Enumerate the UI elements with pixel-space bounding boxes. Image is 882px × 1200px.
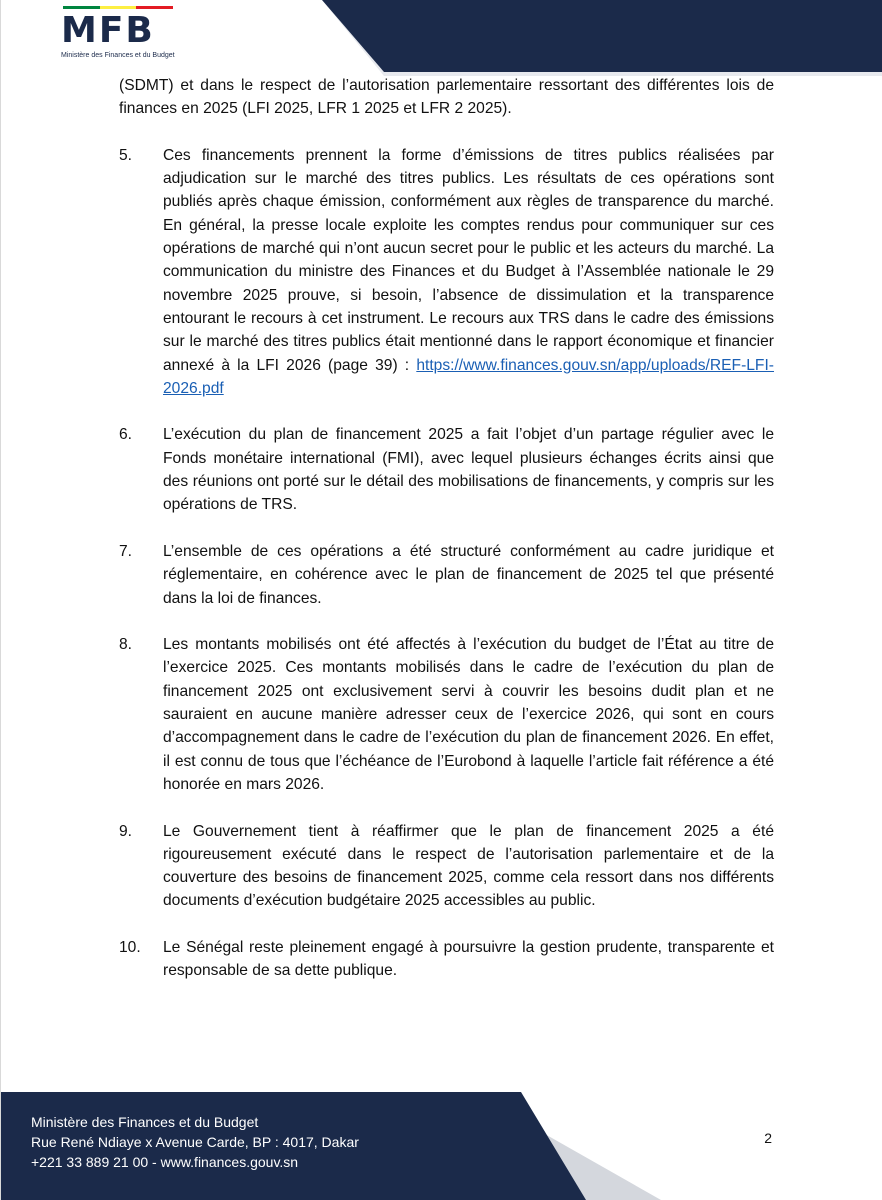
logo-subtitle: Ministère des Finances et du Budget — [61, 52, 175, 59]
mfb-logo — [61, 6, 181, 68]
item-number: 8. — [119, 636, 133, 654]
flag-red-band — [136, 6, 173, 9]
document-body — [119, 74, 774, 983]
page-number: 2 — [764, 1130, 772, 1146]
ref-lfi-link[interactable]: https://www.finances.gouv.sn/app/uploads/REF-LFI-2026.pdf — [163, 356, 774, 397]
item-number: 10. — [119, 938, 141, 956]
footer-address — [31, 1112, 359, 1172]
item-number: 5. — [119, 146, 133, 164]
flag-green-band — [63, 6, 100, 9]
list-item-9 — [119, 820, 774, 913]
item-text: L’ensemble de ces opérations a été structuré conformément au cadre juridique et réglementaire, en cohérence avec le plan de financement de 2025 tel que présenté dans la loi de finances. — [163, 542, 774, 607]
list-item-7 — [119, 540, 774, 610]
item-number: 9. — [119, 822, 133, 840]
item-number: 7. — [119, 542, 133, 560]
item-text: Les montants mobilisés ont été affectés à l’exécution du budget de l’État au titre de l’exercice 2025. Ces montants mobilisés dans le cadre de l’exécution du plan de financement 2025 ont exclusivement servi à couvrir les besoins dudit plan et ne sauraient en aucune manière adresser ceux de l’exercice 2026, qui sont en cours d’accompagnement dans le cadre de l’exécution du plan de financement 2026. En effet, il est connu de tous que l’échéance de l’Eurobond à laquelle l’article fait référence a été honorée en mars 2026. — [163, 636, 774, 793]
list-item-10 — [119, 936, 774, 983]
item-text: Le Gouvernement tient à réaffirmer que le plan de financement 2025 a été rigoureusement exécuté dans le respect de l’autorisation parlementaire et de la couverture des besoins de financement 2025, comme cela ressort dans nos différents documents d’exécution budgétaire 2025 accessibles au public. — [163, 822, 774, 910]
header-corner-band — [322, 0, 882, 72]
footer-ministry: Ministère des Finances et du Budget — [31, 1114, 259, 1130]
item-number: 6. — [119, 426, 133, 444]
item-text: L’exécution du plan de financement 2025 a fait l’objet d’un partage régulier avec le Fonds monétaire international (FMI), avec lequel plusieurs échanges écrits ainsi que des réunions ont porté sur le détail des mobilisations de financements, y compris sur les opérations de TRS. — [163, 426, 774, 514]
item-text: Le Sénégal reste pleinement engagé à poursuivre la gestion prudente, transparente et responsable de sa dette publique. — [163, 938, 774, 980]
list-item-5 — [119, 144, 774, 400]
flag-yellow-band — [100, 6, 137, 9]
list-item-8 — [119, 633, 774, 796]
footer-contact: +221 33 889 21 00 - www.finances.gouv.sn — [31, 1154, 299, 1170]
intro-paragraph: (SDMT) et dans le respect de l’autorisation parlementaire ressortant des différentes lois de finances en 2025 (LFI 2025, LFR 1 2025 et LFR 2 2025). — [119, 77, 774, 118]
footer-street: Rue René Ndiaye x Avenue Carde, BP : 4017, Dakar — [31, 1134, 359, 1150]
item-text — [163, 144, 774, 400]
item-text-body: Ces financements prennent la forme d’émissions de titres publics réalisées par adjudication sur le marché des titres publics. Les résultats de ces opérations sont publiés après chaque émission, conformément aux règles de transparence du marché. En général, la presse locale exploite les comptes rendus pour communiquer sur ces opérations de marché qui n’ont aucun secret pour le public et les acteurs du marché. La communication du ministre des Finances et du Budget à l’Assemblée nationale le 29 novembre 2025 prouve, si besoin, l’absence de dissimulation et la transparence entourant le recours à cet instrument. Le recours aux TRS dans le cadre des émissions sur le marché des titres publics était mentionné dans le rapport économique et financier annexé à la LFI 2026 (page 39) : — [163, 146, 774, 374]
list-item-6 — [119, 423, 774, 516]
flag-strip — [63, 6, 173, 9]
logo-text: MFB — [61, 10, 155, 51]
